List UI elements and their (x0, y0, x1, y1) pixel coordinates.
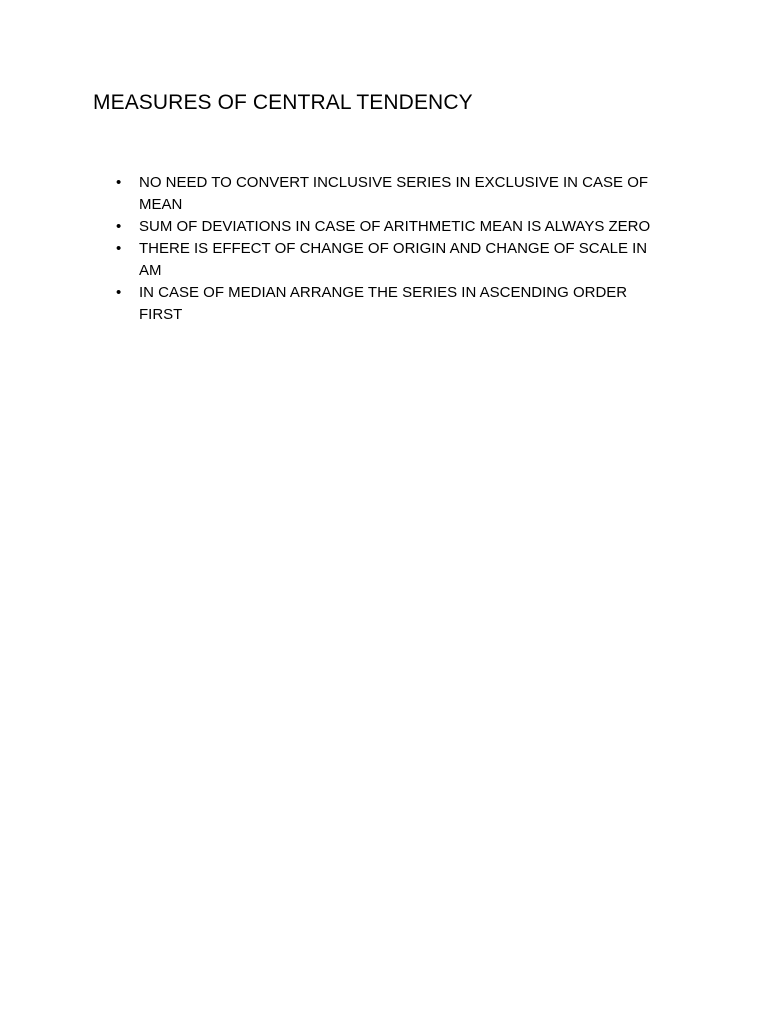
bullet-item (116, 172, 656, 216)
bullet-item (116, 216, 656, 238)
bullet-list (116, 172, 656, 326)
document-title: MEASURES OF CENTRAL TENDENCY (93, 91, 473, 114)
bullet-icon: • (116, 218, 122, 235)
bullet-icon: • (116, 240, 122, 257)
bullet-text: THERE IS EFFECT OF CHANGE OF ORIGIN AND CHANGE OF SCALE IN AM (139, 240, 648, 279)
bullet-icon: • (116, 284, 122, 301)
bullet-text: SUM OF DEVIATIONS IN CASE OF ARITHMETIC MEAN IS ALWAYS ZERO (139, 218, 651, 235)
bullet-text: NO NEED TO CONVERT INCLUSIVE SERIES IN EXCLUSIVE IN CASE OF MEAN (139, 174, 649, 213)
bullet-text: IN CASE OF MEDIAN ARRANGE THE SERIES IN ASCENDING ORDER FIRST (139, 284, 628, 323)
bullet-item (116, 238, 656, 282)
bullet-item (116, 282, 656, 326)
bullet-icon: • (116, 174, 122, 191)
